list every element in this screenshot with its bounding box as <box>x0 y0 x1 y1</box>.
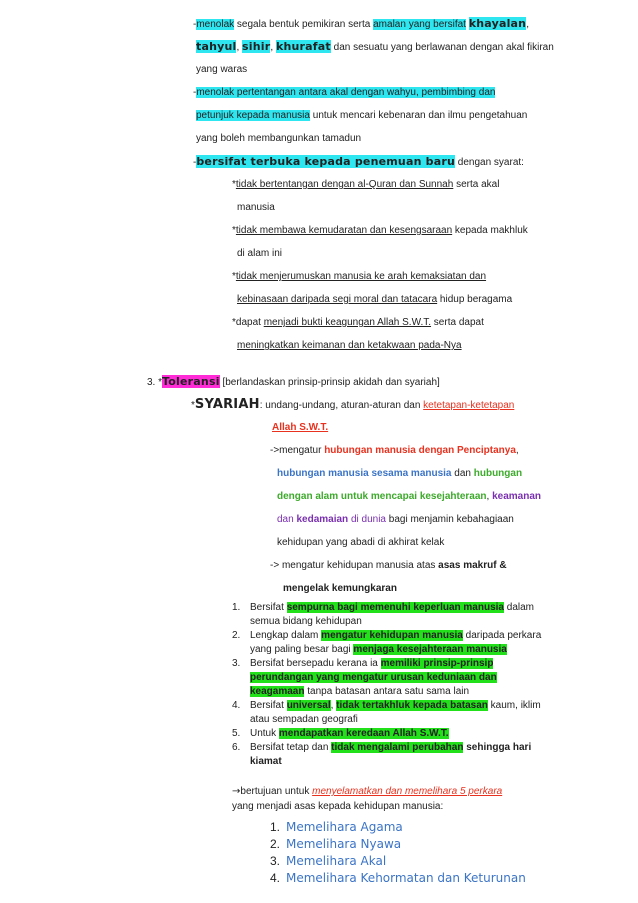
list2-item-1: 1. Memelihara Agama <box>270 820 403 834</box>
line-menolak-pertentangan: -menolak pertentangan antara akal dengan wahyu, pembimbing dan <box>193 87 496 98</box>
line-tahyul: tahyul, sihir, khurafat dan sesuatu yang berlawanan dengan akal fikiran <box>196 40 554 53</box>
list2-item-3: 3. Memelihara Akal <box>270 854 387 868</box>
line-mengatur-5: kehidupan yang abadi di akhirat kelak <box>277 537 445 548</box>
highlight: bersifat terbuka kepada penemuan baru <box>196 155 455 168</box>
line-mengatur-3: dengan alam untuk mencapai kesejahteraan, keamanan <box>277 491 542 502</box>
list1-item-4b: atau sempadan geografi <box>250 714 358 725</box>
list1-item-2b: yang paling besar bagi menjaga kesejahteraan manusia <box>250 644 507 655</box>
highlight: menolak pertentangan antara akal dengan wahyu, pembimbing dan <box>196 87 496 98</box>
list1-item-6b: kiamat <box>250 756 282 767</box>
line-cond-3: *tidak menjerumuskan manusia ke arah kemaksiatan dan <box>232 271 487 282</box>
line-allah: Allah S.W.T. <box>272 422 329 433</box>
highlight-khayalan: khayalan <box>468 17 527 30</box>
highlight: petunjuk kepada manusia <box>196 110 310 121</box>
line-bertujuan-2: yang menjadi asas kepada kehidupan manusia: <box>232 801 444 812</box>
line-cond-1b: manusia <box>237 202 275 213</box>
list1-item-3b: perundangan yang mengatur urusan keduniaan dan <box>250 672 497 683</box>
line-cond-1: *tidak bertentangan dengan al-Quran dan Sunnah serta akal <box>232 179 500 190</box>
highlight-toleransi: Toleransi <box>162 375 220 388</box>
line-terbuka: -bersifat terbuka kepada penemuan baru dengan syarat: <box>193 155 524 168</box>
line-bertujuan: →bertujuan untuk menyelamatkan dan memelihara 5 perkara <box>232 786 503 797</box>
line-mengatur-2: hubungan manusia sesama manusia dan hubungan <box>277 468 523 479</box>
line-cond-2b: di alam ini <box>237 248 283 259</box>
text: - <box>193 19 197 30</box>
text: segala bentuk pemikiran serta <box>234 19 374 30</box>
list1-item-1b: semua bidang kehidupan <box>250 616 362 627</box>
list1-item-2: 2. Lengkap dalam mengatur kehidupan manusia daripada perkara <box>232 630 542 641</box>
line-waras: yang waras <box>196 64 248 75</box>
highlight: sihir <box>242 40 271 53</box>
highlight: menolak <box>196 19 235 30</box>
list1-item-3c: keagamaan tanpa batasan antara satu sama lain <box>250 686 470 697</box>
list1-item-5: 5. Untuk mendapatkan keredaan Allah S.W.T. <box>232 728 449 739</box>
highlight: amalan yang bersifat <box>373 19 466 30</box>
list1-item-3: 3. Bersifat bersepadu kerana ia memiliki prinsip-prinsip <box>232 658 494 669</box>
section-3-heading: 3. *Toleransi [berlandaskan prinsip-prinsip akidah dan syariah] <box>147 375 440 388</box>
line-mengatur-6: -> mengatur kehidupan manusia atas asas makruf & <box>270 560 507 571</box>
line-cond-4b: meningkatkan keimanan dan ketakwaan pada-Nya <box>237 340 462 351</box>
highlight: tahyul <box>196 40 237 53</box>
line-cond-3b: kebinasaan daripada segi moral dan tatacara hidup beragama <box>237 294 513 305</box>
list1-item-6: 6. Bersifat tetap dan tidak mengalami perubahan sehingga hari <box>232 742 532 753</box>
line-syariah: *SYARIAH: undang-undang, aturan-aturan dan ketetapan-ketetapan <box>191 397 515 412</box>
syariah-title: SYARIAH <box>194 397 260 412</box>
line-tamadun: yang boleh membangunkan tamadun <box>196 133 362 144</box>
line-menolak-khayalan: -menolak segala bentuk pemikiran serta amalan yang bersifat khayalan, <box>193 17 529 30</box>
line-mengatur-7: mengelak kemungkaran <box>283 583 397 594</box>
line-mengatur-1: ->mengatur hubungan manusia dengan Penciptanya, <box>270 445 519 456</box>
line-cond-4: *dapat menjadi bukti keagungan Allah S.W.T. serta dapat <box>232 317 484 328</box>
list2-item-4: 4. Memelihara Kehormatan dan Keturunan <box>270 871 526 885</box>
list1-item-4: 4. Bersifat universal, tidak tertakhluk kepada batasan kaum, iklim <box>232 700 541 711</box>
list1-item-1: 1. Bersifat sempurna bagi memenuhi keperluan manusia dalam <box>232 602 534 613</box>
highlight: khurafat <box>275 40 331 53</box>
list2-item-2: 2. Memelihara Nyawa <box>270 837 402 851</box>
arrow-right-icon: → <box>232 786 241 797</box>
line-mengatur-4: dan kedamaian di dunia bagi menjamin kebahagiaan <box>277 514 514 525</box>
line-cond-2: *tidak membawa kemudaratan dan kesengsaraan kepada makhluk <box>232 225 528 236</box>
line-petunjuk: petunjuk kepada manusia untuk mencari kebenaran dan ilmu pengetahuan <box>196 110 528 121</box>
